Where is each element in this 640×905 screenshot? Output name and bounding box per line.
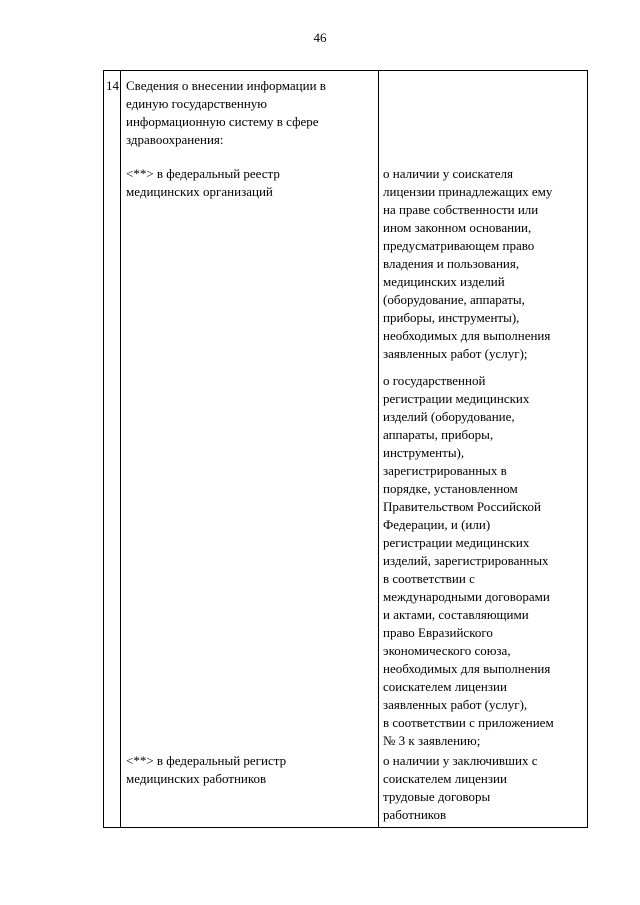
registry-workers-detail: о наличии у заключивших с соискателем лицензии трудовые договоры работников <box>383 753 538 822</box>
registry-organizations-label: <**> в федеральный реестр медицинских организаций <box>126 166 280 199</box>
document-table <box>103 70 588 828</box>
column-divider-number <box>120 71 121 827</box>
row-heading: Сведения о внесении информации в единую государственную информационную систему в сфере здравоохранения: <box>126 78 326 147</box>
registry-organizations-detail-1: о наличии у соискателя лицензии принадлежащих ему на праве собственности или ином законном основании, предусматривающем право владения и пользования, медицинских изделий (оборудование, аппараты, приборы, инструменты), необходимых для выполнения заявленных работ (услуг); <box>383 166 553 361</box>
row-number: 14 <box>106 78 119 93</box>
registry-organizations-detail-2: о государственной регистрации медицинских изделий (оборудование, аппараты, приборы, инструменты), зарегистрированных в порядке, установленном Правительством Российской Федерации, и (или) регистрации медицинских изделий, зарегистрированных в соответствии с международными договорами и актами, составляющими право Евразийского экономического союза, необходимых для выполнения соискателем лицензии заявленных работ (услуг), в соответствии с приложением № 3 к заявлению; <box>383 373 554 748</box>
column-divider-details <box>378 71 379 827</box>
registry-workers-label: <**> в федеральный регистр медицинских работников <box>126 753 287 786</box>
page-number: 46 <box>313 30 327 45</box>
